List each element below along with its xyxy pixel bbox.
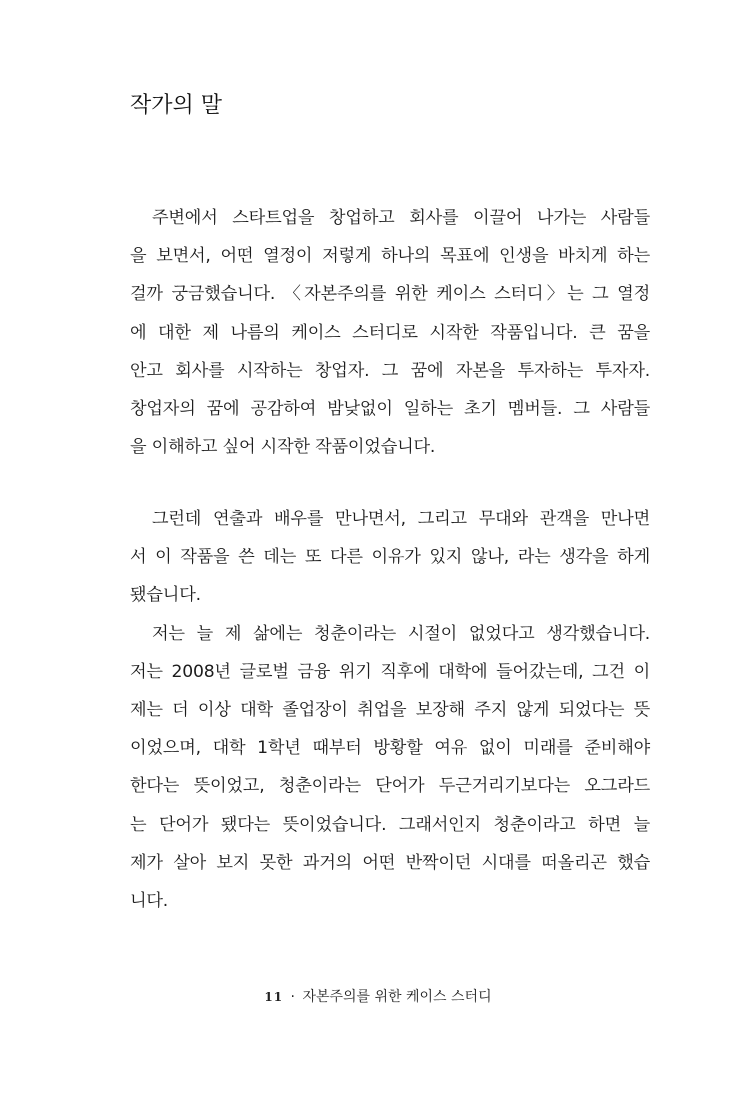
text-line: 이었으며, 대학 1학년 때부터 방황할 여유 없이 미래를 준비해야 xyxy=(130,738,650,759)
text-line: 창업자의 꿈에 공감하여 밤낮없이 일하는 초기 멤버들. 그 사람들 xyxy=(130,398,650,419)
text-line: 을 보면서, 어떤 열정이 저렇게 하나의 목표에 인생을 바치게 하는 xyxy=(130,246,650,267)
footer-separator: · xyxy=(290,989,295,1005)
paragraph-block-2 xyxy=(130,500,650,920)
text-line: 에 대한 제 나름의 케이스 스터디로 시작한 작품입니다. 큰 꿈을 xyxy=(130,322,650,343)
text-line: 을 이해하고 싶어 시작한 작품이었습니다. xyxy=(130,437,436,458)
text-line: 안고 회사를 시작하는 창업자. 그 꿈에 자본을 투자하는 투자자. xyxy=(130,360,650,381)
page-number: 11 xyxy=(264,990,284,1004)
text-line: 저는 2008년 글로벌 금융 위기 직후에 대학에 들어갔는데, 그건 이 xyxy=(130,661,650,682)
text-line: 는 단어가 됐다는 뜻이었습니다. 그래서인지 청춘이라고 하면 늘 xyxy=(130,814,650,835)
text-line: 니다. xyxy=(130,890,169,911)
text-line: 제는 더 이상 대학 졸업장이 취업을 보장해 주지 않게 되었다는 뜻 xyxy=(130,699,650,720)
text-line: 걸까 궁금했습니다. 〈자본주의를 위한 케이스 스터디〉는 그 열정 xyxy=(130,284,650,305)
text-line: 그런데 연출과 배우를 만나면서, 그리고 무대와 관객을 만나면 xyxy=(152,509,650,529)
text-line: 한다는 뜻이었고, 청춘이라는 단어가 두근거리기보다는 오그라드 xyxy=(130,776,650,797)
page-footer xyxy=(0,986,756,1006)
running-title: 자본주의를 위한 케이스 스터디 xyxy=(302,989,492,1005)
text-line: 됐습니다. xyxy=(130,585,201,606)
paragraph-block-1 xyxy=(130,199,650,466)
text-line: 주변에서 스타트업을 창업하고 회사를 이끌어 나가는 사람들 xyxy=(152,208,650,228)
text-line: 서 이 작품을 쓴 데는 또 다른 이유가 있지 않나, 라는 생각을 하게 xyxy=(130,547,650,568)
text-line: 저는 늘 제 삶에는 청춘이라는 시절이 없었다고 생각했습니다. xyxy=(152,623,650,644)
page-title: 작가의 말 xyxy=(130,93,223,118)
text-line: 제가 살아 보지 못한 과거의 어떤 반짝이던 시대를 떠올리곤 했습 xyxy=(130,852,650,873)
